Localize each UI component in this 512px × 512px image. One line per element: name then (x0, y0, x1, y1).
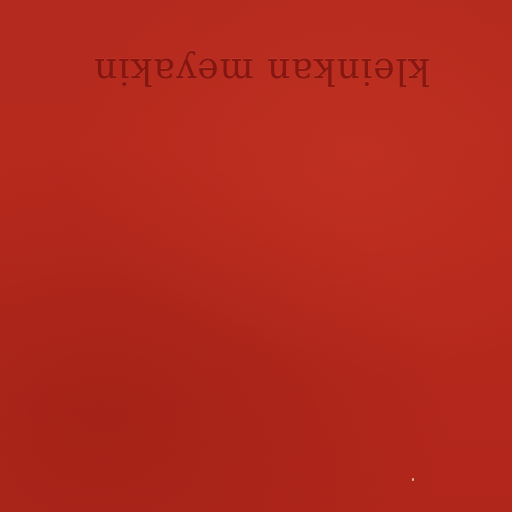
text-strip (0, 40, 512, 100)
white-speck (412, 478, 414, 481)
upside-down-printed-text: kleinkan meyakin (93, 50, 430, 91)
